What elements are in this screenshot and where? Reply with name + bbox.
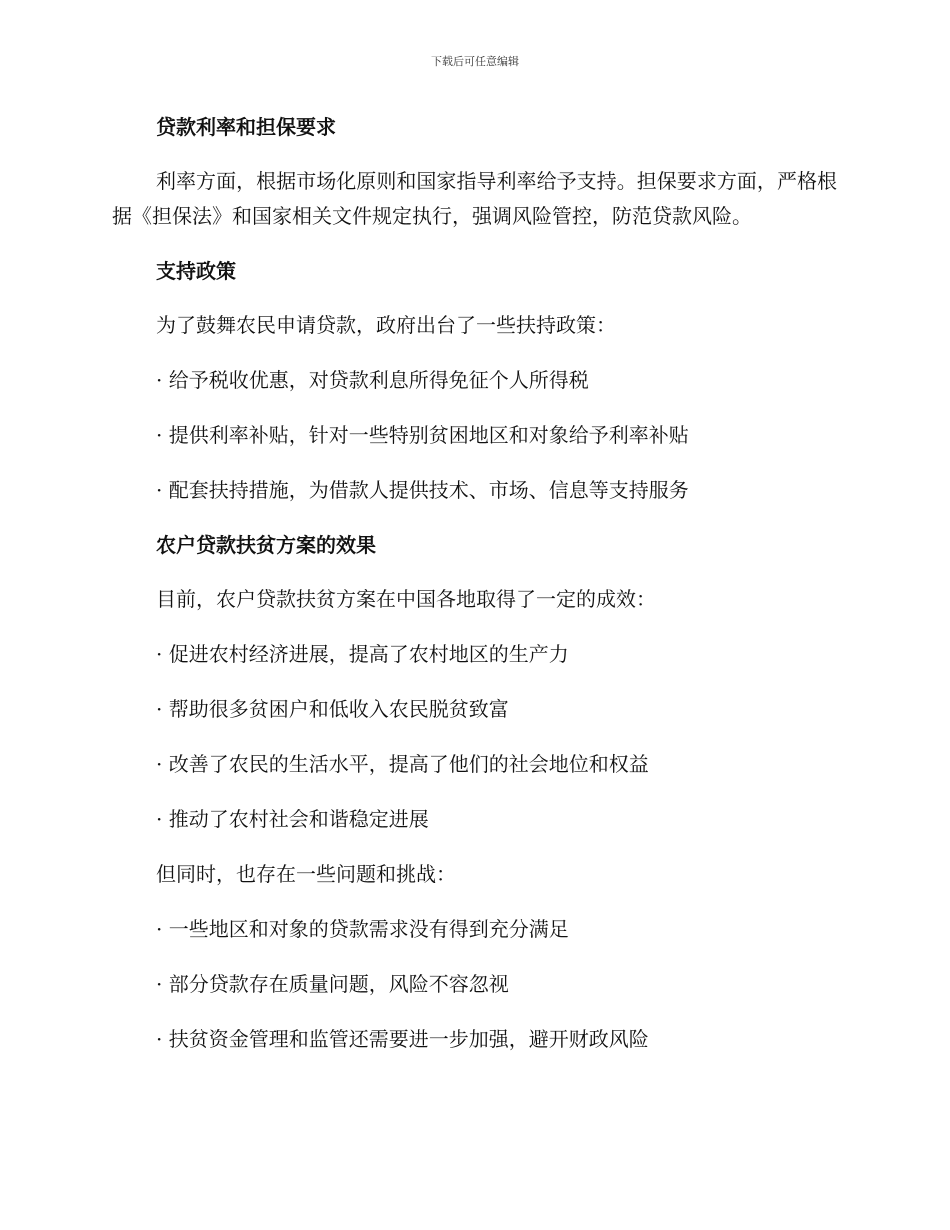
list-item: · 提供利率补贴，针对一些特别贫困地区和对象给予利率补贴 bbox=[156, 423, 689, 447]
section-heading-policy: 支持政策 bbox=[156, 259, 236, 283]
list-item: · 改善了农民的生活水平，提高了他们的社会地位和权益 bbox=[156, 752, 649, 776]
paragraph-effects-intro: 目前，农户贷款扶贫方案在中国各地取得了一定的成效： bbox=[156, 587, 656, 611]
list-item: · 一些地区和对象的贷款需求没有得到充分满足 bbox=[156, 917, 569, 941]
section-heading-rates: 贷款利率和担保要求 bbox=[156, 115, 336, 139]
document-body bbox=[112, 110, 837, 1077]
list-item: · 帮助很多贫困户和低收入农民脱贫致富 bbox=[156, 697, 509, 721]
list-item: · 扶贫资金管理和监管还需要进一步加强，避开财政风险 bbox=[156, 1027, 649, 1051]
list-item: · 配套扶持措施，为借款人提供技术、市场、信息等支持服务 bbox=[156, 478, 689, 502]
list-item: · 促进农村经济进展，提高了农村地区的生产力 bbox=[156, 642, 569, 666]
paragraph-rates: 利率方面，根据市场化原则和国家指导利率给予支持。担保要求方面，严格根据《担保法》和国家相关文件规定执行，强调风险管控，防范贷款风险。 bbox=[112, 169, 837, 228]
list-item: · 部分贷款存在质量问题，风险不容忽视 bbox=[156, 972, 509, 996]
page-header: 下载后可任意编辑 bbox=[431, 55, 519, 68]
list-item: · 推动了农村社会和谐稳定进展 bbox=[156, 807, 429, 831]
paragraph-policy-intro: 为了鼓舞农民申请贷款，政府出台了一些扶持政策： bbox=[156, 313, 616, 337]
section-heading-effects: 农户贷款扶贫方案的效果 bbox=[156, 533, 376, 557]
paragraph-challenges-intro: 但同时，也存在一些问题和挑战： bbox=[156, 862, 456, 886]
list-item: · 给予税收优惠，对贷款利息所得免征个人所得税 bbox=[156, 368, 589, 392]
